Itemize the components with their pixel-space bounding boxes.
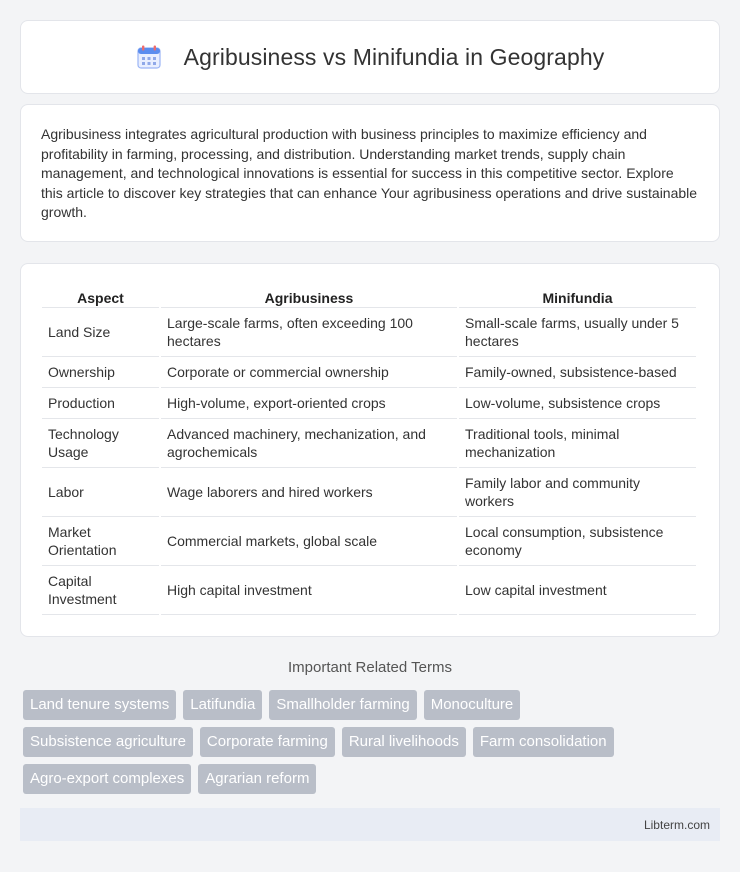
tag-monoculture[interactable]: Monoculture — [424, 690, 521, 720]
table-row — [42, 388, 696, 419]
table-cell: Local consumption, subsistence economy — [459, 517, 696, 566]
table-cell: Family-owned, subsistence-based — [459, 357, 696, 388]
comparison-card — [20, 263, 720, 637]
table-cell: Large-scale farms, often exceeding 100 hectares — [161, 308, 457, 357]
tag-land-tenure-systems[interactable]: Land tenure systems — [23, 690, 176, 720]
calendar-icon — [136, 44, 162, 70]
tag-corporate-farming[interactable]: Corporate farming — [200, 727, 335, 757]
intro-card — [20, 104, 720, 242]
table-row — [42, 517, 696, 566]
tag-agrarian-reform[interactable]: Agrarian reform — [198, 764, 316, 794]
related-terms-list — [23, 690, 713, 801]
tag-row — [23, 727, 713, 757]
header-aspect: Aspect — [42, 284, 159, 308]
table-row — [42, 566, 696, 615]
table-cell: Small-scale farms, usually under 5 hectares — [459, 308, 696, 357]
table-header-row — [42, 284, 696, 308]
table-cell: Labor — [42, 468, 159, 517]
table-row — [42, 468, 696, 517]
footer-site-link[interactable]: Libterm.com — [643, 818, 710, 832]
header-agribusiness: Agribusiness — [161, 284, 457, 308]
table-cell: Corporate or commercial ownership — [161, 357, 457, 388]
table-cell: High-volume, export-oriented crops — [161, 388, 457, 419]
page-title: Agribusiness vs Minifundia in Geography — [183, 43, 605, 70]
header-minifundia: Minifundia — [459, 284, 696, 308]
table-cell: Production — [42, 388, 159, 419]
table-cell: Family labor and community workers — [459, 468, 696, 517]
table-cell: Advanced machinery, mechanization, and agrochemicals — [161, 419, 457, 468]
table-cell: Land Size — [42, 308, 159, 357]
table-row — [42, 419, 696, 468]
comparison-table — [40, 284, 698, 615]
table-row — [42, 308, 696, 357]
table-cell: Low-volume, subsistence crops — [459, 388, 696, 419]
table-cell: Technology Usage — [42, 419, 159, 468]
table-cell: Low capital investment — [459, 566, 696, 615]
table-cell: Commercial markets, global scale — [161, 517, 457, 566]
table-cell: Ownership — [42, 357, 159, 388]
tag-row — [23, 690, 713, 720]
footer — [20, 808, 720, 841]
tag-farm-consolidation[interactable]: Farm consolidation — [473, 727, 614, 757]
table-cell: Traditional tools, minimal mechanization — [459, 419, 696, 468]
table-cell: High capital investment — [161, 566, 457, 615]
tag-latifundia[interactable]: Latifundia — [183, 690, 262, 720]
related-terms-title: Important Related Terms — [288, 659, 452, 676]
title-card — [20, 20, 720, 94]
table-cell: Market Orientation — [42, 517, 159, 566]
table-cell: Wage laborers and hired workers — [161, 468, 457, 517]
intro-paragraph: Agribusiness integrates agricultural production with business principles to maximize efficiency and profitability in farming, processing, and distribution. Understanding market trends, supply chain management, and technological innovations is essential for success in this competitive sector. Explore this article to discover key strategies that can enhance Your agribusiness operations and drive sustainable growth. — [41, 126, 698, 221]
tag-smallholder-farming[interactable]: Smallholder farming — [269, 690, 416, 720]
tag-subsistence-agriculture[interactable]: Subsistence agriculture — [23, 727, 193, 757]
table-row — [42, 357, 696, 388]
tag-row — [23, 764, 713, 794]
table-cell: Capital Investment — [42, 566, 159, 615]
tag-rural-livelihoods[interactable]: Rural livelihoods — [342, 727, 466, 757]
tag-agro-export-complexes[interactable]: Agro-export complexes — [23, 764, 191, 794]
